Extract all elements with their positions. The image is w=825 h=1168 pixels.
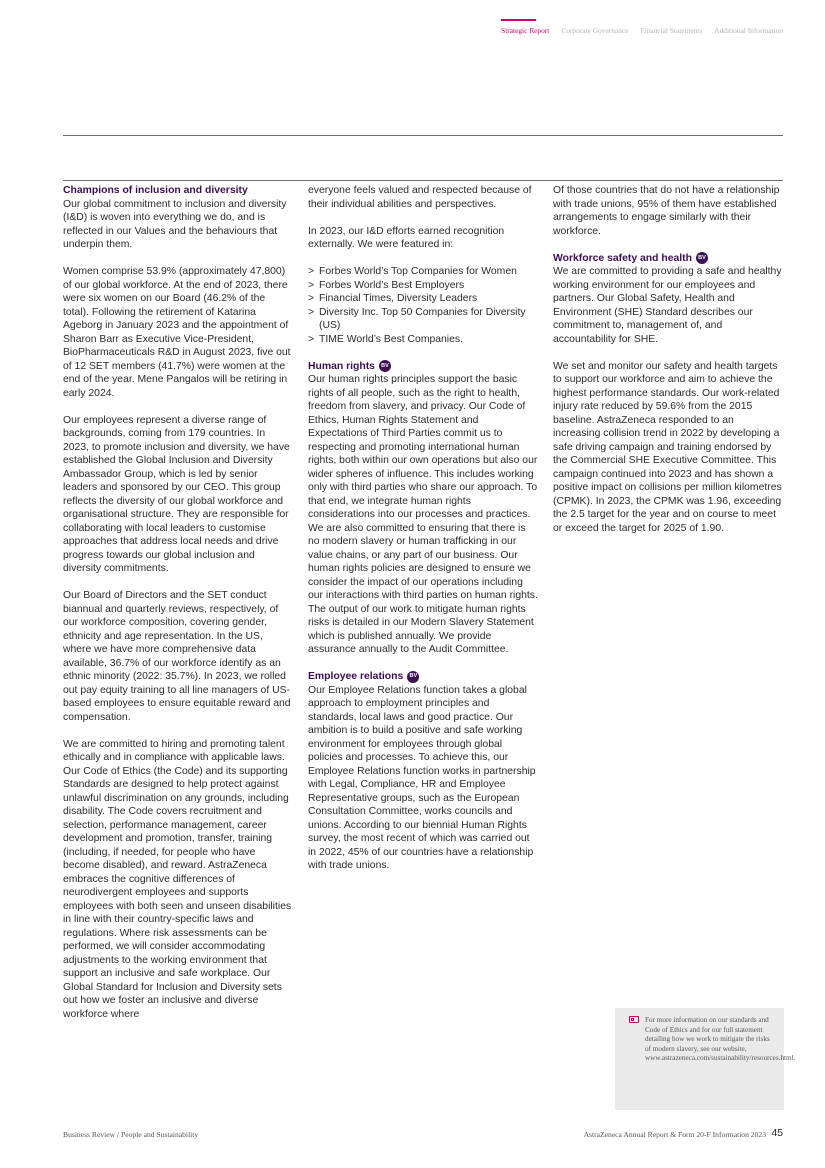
tab-financial-statements[interactable]: Financial Statements — [640, 26, 703, 35]
heading-text: Workforce safety and health — [553, 252, 692, 264]
paragraph: In 2023, our I&D efforts earned recognition externally. We were featured in: — [308, 225, 505, 250]
workforce-safety-heading — [553, 252, 784, 266]
paragraph: We are committed to providing a safe and healthy working environment for our employees and partners. Our Global Safety, Health and Environment (SHE) Standard describes our commitment to, management of, and accountability for SHE. — [553, 266, 782, 345]
list-item: > TIME World’s Best Companies. — [308, 333, 539, 347]
bv-assurance-icon: BV — [379, 360, 391, 372]
list-item: > Financial Times, Diversity Leaders — [308, 292, 539, 306]
bv-assurance-icon: BV — [696, 252, 708, 264]
paragraph: Of those countries that do not have a relationship with trade unions, 95% of them have established arrangements to engage similarly with their workforce. — [553, 185, 780, 237]
paragraph: Our Employee Relations function takes a global approach to employment principles and standards, local laws and good practice. Our ambition is to build a positive and safe working environment for employees through global policies and processes. To achieve this, our Employee Relations function works in partnership with Legal, Compliance, HR and Employee Representative groups, such as the European Consultation Committee, works councils and unions. According to our biennial Human Rights survey, the most recent of which was carried out in 2022, 45% of our countries have a relationship with trade unions. — [308, 684, 536, 871]
paragraph: We set and monitor our safety and health targets to support our workforce and aim to achieve the highest performance standards. Our work-related injury rate reduced by 59.6% from the 2015 baseline. AstraZeneca responded to an increasing collision trend in 2022 by developing a safe driving campaign and training endorsed by the Commercial SHE Executive Committee. This campaign continued into 2023 and has shown a positive impact on collisions per million kilometres (CPMK). In 2023, the CPMK was 1.96, exceeding the 2.5 target for the year and on course to meet or exceed the target for 2025 of 1.90. — [553, 360, 782, 534]
tab-strategic-report[interactable]: Strategic Report — [501, 26, 550, 35]
list-item: > Diversity Inc. Top 50 Companies for Diversity (US) — [308, 306, 539, 333]
paragraph: We are committed to hiring and promoting talent ethically and in compliance with applicable laws. Our Code of Ethics (the Code) and its supporting Standards are designed to help protect against unlawful discrimination on any grounds, including disability. The Code covers recruitment and selection, performance management, career development and promotion, transfer, training (including, if needed, for people who have become disabled), and reward. AstraZeneca embraces the cognitive differences of neurodivergent employees and supports employees with both seen and unseen disabilities in line with their country-specific laws and regulations. Where risk assessments can be performed, we will consider accommodating adjustments to the working environment that support an inclusive and safe workplace. Our Global Standard for Inclusion and Diversity sets out how we foster an inclusive and diverse workforce where — [63, 738, 292, 1020]
paragraph: Our human rights principles support the basic rights of all people, such as the right to health, freedom from slavery, and privacy. Our Code of Ethics, Human Rights Statement and Expectations of Third Parties commit us to respecting and promoting international human rights, both within our own operations but also our wider spheres of influence. This includes working only with third parties who share our approach. To that end, we integrate human rights considerations into our processes and practices. We are also committed to ensuring that there is no modern slavery or human trafficking in our value chains, or any part of our business. Our human rights policies are designed to ensure we consider the impact of our operations including our interactions with third parties on human rights. The output of our work to mitigate human rights risks is detailed in our Modern Slavery Statement which is published annually. We provide assurance annually to the Audit Committee. — [308, 374, 538, 655]
heading-text: Employee relations — [308, 671, 404, 682]
monitor-icon — [629, 1016, 639, 1023]
paragraph: Our employees represent a diverse range of backgrounds, coming from 179 countries. In 2023, to promote inclusion and diversity, we have established the Global Inclusion and Diversity Ambassador Group, which is led by senior leaders and sponsored by our CEO. This group reflects the diversity of our global workforce and organisational structure. They are responsible for collaborating with local leaders to customise approaches that address local needs and drive progress towards our global inclusion and diversity commitments. — [63, 414, 290, 574]
tab-corporate-governance[interactable]: Corporate Governance — [561, 26, 629, 35]
list-item: > Forbes World’s Top Companies for Women — [308, 265, 539, 279]
section-nav — [501, 26, 783, 35]
tab-additional-information[interactable]: Additional Information — [714, 26, 783, 35]
more-info-text: For more information on our standards and Code of Ethics and for our full statement detailing how we work to mitigate the risks of modern slavery, see our website, www.astrazeneca.com/sustainability/resources.html. — [645, 1016, 796, 1063]
column-middle — [308, 184, 539, 886]
heading-text: Human rights — [308, 360, 375, 372]
paragraph: Women comprise 53.9% (approximately 47,800) of our global workforce. At the end of 2023, there were six women on our Board (46.2% of the total). Following the retirement of Katarina Ageborg in January 2023 and the appointment of Sharon Barr as Executive Vice-President, BioPharmaceuticals R&D in August 2023, five out of 12 SET members (41.7%) were women at the end of the year. Mene Pangalos will be retiring in early 2024. — [63, 266, 291, 399]
paragraph: Our Board of Directors and the SET conduct biannual and quarterly reviews, respectively, of our workforce composition, covering gender, ethnicity and age representation. In the US, where we have more comprehensive data available, 36.7% of our workforce identify as an ethnic minority (2022: 35.7%). In 2023, we rolled out pay equity training to all line managers of US-based employees to ensure equitable reward and compensation. — [63, 590, 291, 723]
list-item: > Forbes World’s Best Employers — [308, 279, 539, 293]
page-number: 45 — [771, 1127, 783, 1139]
inclusion-diversity-heading: Champions of inclusion and diversity — [63, 185, 248, 196]
column-left — [63, 184, 294, 1035]
paragraph: Our global commitment to inclusion and diversity (I&D) is woven into everything we do, and is reflected in our Values and the behaviours that underpin them. — [63, 198, 287, 250]
column-right — [553, 184, 784, 549]
more-info-box — [615, 1008, 796, 1110]
human-rights-heading — [308, 360, 539, 374]
paragraph: everyone feels valued and respected because of their individual abilities and perspectives. — [308, 185, 532, 210]
bv-assurance-icon: BV — [407, 671, 419, 683]
recognition-list — [308, 265, 539, 346]
footer-report-title: AstraZeneca Annual Report & Form 20-F Information 2023 — [583, 1130, 766, 1139]
header-divider — [63, 135, 783, 136]
footer-breadcrumb: Business Review / People and Sustainability — [63, 1130, 199, 1139]
content-divider — [63, 180, 783, 181]
employee-relations-heading — [308, 670, 539, 684]
